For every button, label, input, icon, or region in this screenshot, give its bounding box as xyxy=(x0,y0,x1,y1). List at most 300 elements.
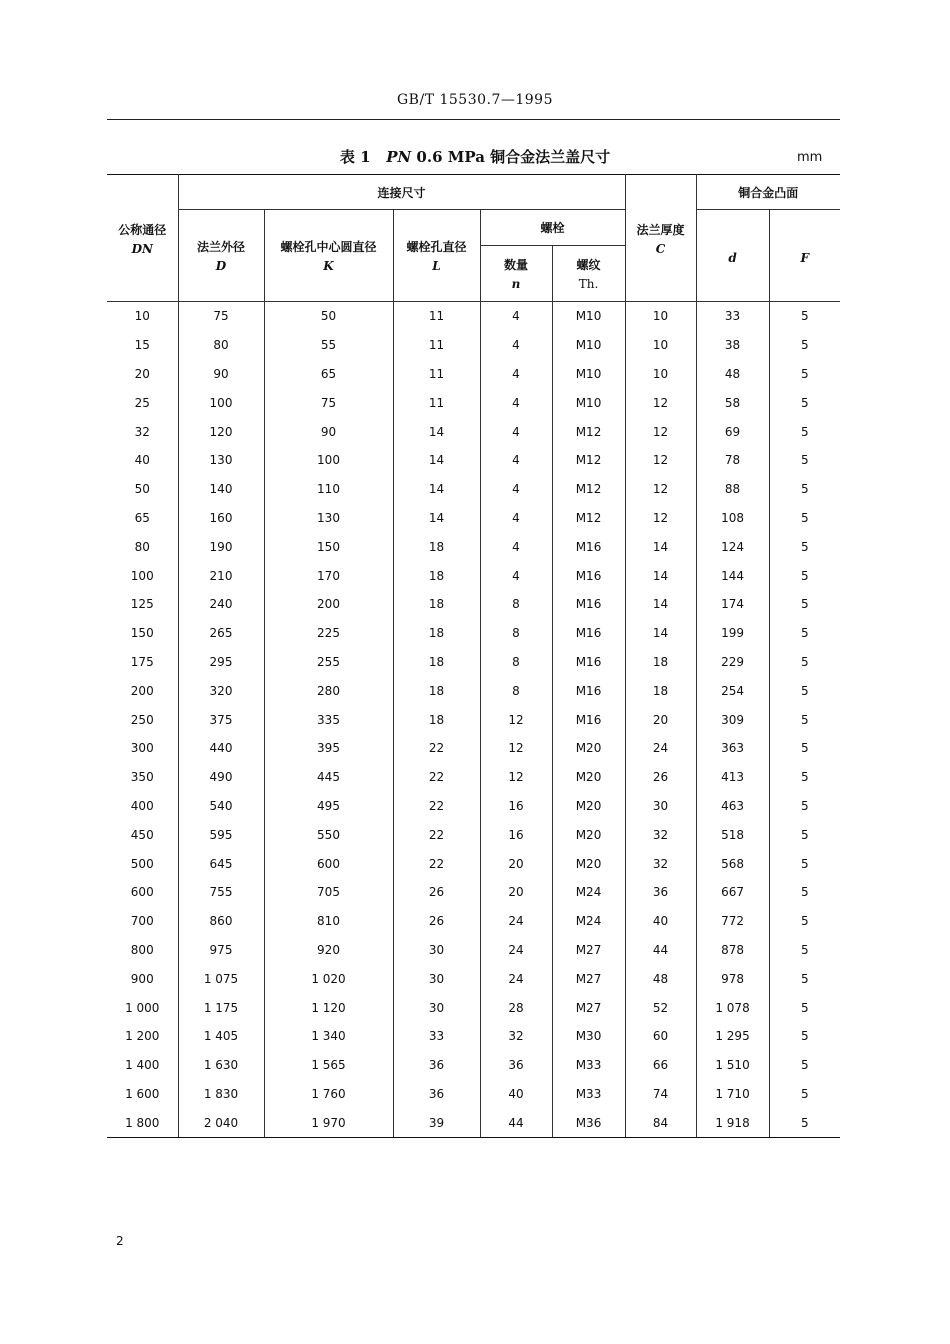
cell-k: 550 xyxy=(264,820,393,849)
caption-pn: PN xyxy=(386,148,412,166)
cell-d-outer: 645 xyxy=(178,849,264,878)
cell-k: 335 xyxy=(264,705,393,734)
table-row xyxy=(107,388,840,417)
cell-d: 1 918 xyxy=(696,1108,769,1137)
table-row xyxy=(107,964,840,993)
cell-k: 810 xyxy=(264,907,393,936)
header-l-symbol: L xyxy=(432,259,441,273)
cell-d: 174 xyxy=(696,590,769,619)
cell-l: 18 xyxy=(393,590,480,619)
cell-k: 1 760 xyxy=(264,1080,393,1109)
cell-th: M36 xyxy=(552,1108,625,1137)
cell-n: 16 xyxy=(480,792,552,821)
cell-c: 10 xyxy=(625,302,696,331)
table-row xyxy=(107,360,840,389)
table-row xyxy=(107,820,840,849)
cell-d: 78 xyxy=(696,446,769,475)
cell-f: 5 xyxy=(769,878,840,907)
cell-d: 309 xyxy=(696,705,769,734)
flange-cover-dimension-table xyxy=(107,174,840,1138)
cell-l: 18 xyxy=(393,705,480,734)
table-row xyxy=(107,417,840,446)
cell-c: 32 xyxy=(625,849,696,878)
cell-n: 44 xyxy=(480,1108,552,1137)
table-row xyxy=(107,302,840,331)
cell-c: 12 xyxy=(625,446,696,475)
cell-k: 1 020 xyxy=(264,964,393,993)
cell-k: 255 xyxy=(264,648,393,677)
cell-dn: 600 xyxy=(107,878,178,907)
cell-th: M10 xyxy=(552,331,625,360)
cell-l: 22 xyxy=(393,820,480,849)
header-th xyxy=(552,246,625,302)
cell-dn: 300 xyxy=(107,734,178,763)
cell-d-outer: 755 xyxy=(178,878,264,907)
cell-d: 667 xyxy=(696,878,769,907)
cell-n: 4 xyxy=(480,388,552,417)
cell-c: 10 xyxy=(625,331,696,360)
cell-n: 8 xyxy=(480,619,552,648)
cell-d-outer: 295 xyxy=(178,648,264,677)
cell-dn: 700 xyxy=(107,907,178,936)
cell-f: 5 xyxy=(769,993,840,1022)
cell-f: 5 xyxy=(769,792,840,821)
table-row xyxy=(107,1108,840,1137)
cell-f: 5 xyxy=(769,964,840,993)
cell-d-outer: 975 xyxy=(178,936,264,965)
cell-k: 920 xyxy=(264,936,393,965)
cell-f: 5 xyxy=(769,590,840,619)
cell-dn: 65 xyxy=(107,504,178,533)
cell-d: 88 xyxy=(696,475,769,504)
table-row xyxy=(107,1022,840,1051)
cell-dn: 900 xyxy=(107,964,178,993)
cell-l: 33 xyxy=(393,1022,480,1051)
cell-f: 5 xyxy=(769,417,840,446)
cell-c: 12 xyxy=(625,388,696,417)
cell-n: 4 xyxy=(480,504,552,533)
table-row xyxy=(107,504,840,533)
header-d-symbol: d xyxy=(728,250,737,265)
cell-l: 14 xyxy=(393,417,480,446)
cell-d-outer: 90 xyxy=(178,360,264,389)
cell-d-outer: 440 xyxy=(178,734,264,763)
header-k-label: 螺栓孔中心圆直径 xyxy=(280,240,377,254)
cell-th: M16 xyxy=(552,561,625,590)
cell-th: M12 xyxy=(552,446,625,475)
cell-f: 5 xyxy=(769,1051,840,1080)
cell-dn: 250 xyxy=(107,705,178,734)
cell-dn: 150 xyxy=(107,619,178,648)
cell-f: 5 xyxy=(769,936,840,965)
cell-d: 413 xyxy=(696,763,769,792)
cell-th: M16 xyxy=(552,705,625,734)
cell-k: 200 xyxy=(264,590,393,619)
cell-d-outer: 130 xyxy=(178,446,264,475)
cell-l: 30 xyxy=(393,993,480,1022)
cell-k: 50 xyxy=(264,302,393,331)
cell-l: 22 xyxy=(393,734,480,763)
cell-d-outer: 75 xyxy=(178,302,264,331)
cell-d: 38 xyxy=(696,331,769,360)
table-row xyxy=(107,561,840,590)
cell-d-outer: 860 xyxy=(178,907,264,936)
cell-d-outer: 375 xyxy=(178,705,264,734)
cell-l: 36 xyxy=(393,1080,480,1109)
cell-d: 463 xyxy=(696,792,769,821)
cell-k: 705 xyxy=(264,878,393,907)
cell-th: M20 xyxy=(552,763,625,792)
cell-k: 100 xyxy=(264,446,393,475)
cell-d: 108 xyxy=(696,504,769,533)
cell-d-outer: 120 xyxy=(178,417,264,446)
cell-dn: 200 xyxy=(107,676,178,705)
table-row xyxy=(107,705,840,734)
cell-d-outer: 2 040 xyxy=(178,1108,264,1137)
cell-th: M33 xyxy=(552,1051,625,1080)
cell-th: M16 xyxy=(552,619,625,648)
cell-l: 18 xyxy=(393,619,480,648)
cell-dn: 50 xyxy=(107,475,178,504)
table-row xyxy=(107,907,840,936)
cell-n: 4 xyxy=(480,561,552,590)
cell-l: 39 xyxy=(393,1108,480,1137)
table-row xyxy=(107,1051,840,1080)
cell-th: M12 xyxy=(552,417,625,446)
cell-th: M20 xyxy=(552,734,625,763)
cell-d: 1 295 xyxy=(696,1022,769,1051)
table-body xyxy=(107,302,840,1138)
cell-th: M16 xyxy=(552,590,625,619)
cell-k: 1 120 xyxy=(264,993,393,1022)
cell-c: 12 xyxy=(625,504,696,533)
table-row xyxy=(107,475,840,504)
cell-n: 4 xyxy=(480,331,552,360)
cell-c: 32 xyxy=(625,820,696,849)
cell-th: M10 xyxy=(552,388,625,417)
cell-n: 24 xyxy=(480,936,552,965)
cell-d: 254 xyxy=(696,676,769,705)
cell-l: 30 xyxy=(393,964,480,993)
cell-l: 18 xyxy=(393,648,480,677)
table-row xyxy=(107,734,840,763)
cell-th: M12 xyxy=(552,504,625,533)
header-d xyxy=(696,210,769,302)
header-face: 铜合金凸面 xyxy=(696,175,840,210)
cell-n: 4 xyxy=(480,360,552,389)
cell-f: 5 xyxy=(769,475,840,504)
cell-k: 170 xyxy=(264,561,393,590)
cell-dn: 500 xyxy=(107,849,178,878)
cell-d-outer: 240 xyxy=(178,590,264,619)
cell-f: 5 xyxy=(769,907,840,936)
header-th-label: 螺纹 xyxy=(576,258,601,272)
cell-f: 5 xyxy=(769,1022,840,1051)
cell-n: 36 xyxy=(480,1051,552,1080)
cell-dn: 32 xyxy=(107,417,178,446)
cell-n: 8 xyxy=(480,648,552,677)
cell-c: 60 xyxy=(625,1022,696,1051)
header-rule xyxy=(107,119,840,120)
cell-d: 772 xyxy=(696,907,769,936)
cell-d-outer: 100 xyxy=(178,388,264,417)
cell-c: 26 xyxy=(625,763,696,792)
cell-dn: 80 xyxy=(107,532,178,561)
cell-dn: 125 xyxy=(107,590,178,619)
table-row xyxy=(107,532,840,561)
cell-f: 5 xyxy=(769,734,840,763)
caption-title: 0.6 MPa 铜合金法兰盖尺寸 xyxy=(411,148,611,166)
cell-f: 5 xyxy=(769,446,840,475)
cell-c: 48 xyxy=(625,964,696,993)
cell-d-outer: 1 075 xyxy=(178,964,264,993)
cell-k: 280 xyxy=(264,676,393,705)
header-l xyxy=(393,210,480,302)
cell-th: M33 xyxy=(552,1080,625,1109)
cell-th: M27 xyxy=(552,936,625,965)
cell-f: 5 xyxy=(769,561,840,590)
cell-n: 28 xyxy=(480,993,552,1022)
cell-k: 65 xyxy=(264,360,393,389)
cell-n: 12 xyxy=(480,705,552,734)
table-row xyxy=(107,993,840,1022)
cell-c: 40 xyxy=(625,907,696,936)
cell-d: 144 xyxy=(696,561,769,590)
cell-f: 5 xyxy=(769,1108,840,1137)
cell-dn: 350 xyxy=(107,763,178,792)
cell-d: 48 xyxy=(696,360,769,389)
cell-d: 978 xyxy=(696,964,769,993)
cell-dn: 1 000 xyxy=(107,993,178,1022)
cell-k: 130 xyxy=(264,504,393,533)
cell-dn: 10 xyxy=(107,302,178,331)
cell-f: 5 xyxy=(769,820,840,849)
table-row xyxy=(107,648,840,677)
cell-n: 4 xyxy=(480,475,552,504)
cell-d: 124 xyxy=(696,532,769,561)
header-k-symbol: K xyxy=(323,259,334,273)
cell-dn: 40 xyxy=(107,446,178,475)
cell-d-outer: 1 175 xyxy=(178,993,264,1022)
cell-l: 14 xyxy=(393,504,480,533)
cell-th: M27 xyxy=(552,964,625,993)
cell-dn: 20 xyxy=(107,360,178,389)
cell-c: 10 xyxy=(625,360,696,389)
header-d-outer xyxy=(178,210,264,302)
header-d-outer-label: 法兰外径 xyxy=(196,240,245,254)
cell-l: 14 xyxy=(393,475,480,504)
cell-l: 11 xyxy=(393,360,480,389)
cell-n: 20 xyxy=(480,878,552,907)
header-n xyxy=(480,246,552,302)
cell-k: 225 xyxy=(264,619,393,648)
cell-k: 75 xyxy=(264,388,393,417)
cell-l: 22 xyxy=(393,763,480,792)
cell-th: M27 xyxy=(552,993,625,1022)
cell-l: 26 xyxy=(393,878,480,907)
table-row xyxy=(107,446,840,475)
table-row xyxy=(107,676,840,705)
cell-n: 20 xyxy=(480,849,552,878)
cell-f: 5 xyxy=(769,331,840,360)
caption-label: 表 1 xyxy=(339,148,371,166)
cell-d-outer: 540 xyxy=(178,792,264,821)
cell-dn: 175 xyxy=(107,648,178,677)
cell-d-outer: 1 630 xyxy=(178,1051,264,1080)
cell-n: 12 xyxy=(480,763,552,792)
cell-th: M10 xyxy=(552,360,625,389)
cell-f: 5 xyxy=(769,676,840,705)
cell-n: 24 xyxy=(480,907,552,936)
cell-c: 12 xyxy=(625,475,696,504)
cell-f: 5 xyxy=(769,388,840,417)
cell-l: 22 xyxy=(393,849,480,878)
table-row xyxy=(107,590,840,619)
header-c-symbol: C xyxy=(655,241,666,256)
cell-f: 5 xyxy=(769,1080,840,1109)
cell-d: 363 xyxy=(696,734,769,763)
cell-th: M16 xyxy=(552,532,625,561)
standard-header: GB/T 15530.7—1995 xyxy=(397,92,553,108)
cell-th: M12 xyxy=(552,475,625,504)
cell-c: 14 xyxy=(625,561,696,590)
cell-k: 150 xyxy=(264,532,393,561)
cell-f: 5 xyxy=(769,360,840,389)
cell-d: 229 xyxy=(696,648,769,677)
cell-d-outer: 1 830 xyxy=(178,1080,264,1109)
cell-l: 11 xyxy=(393,302,480,331)
table-row xyxy=(107,763,840,792)
cell-c: 18 xyxy=(625,676,696,705)
cell-l: 18 xyxy=(393,532,480,561)
header-bolt: 螺栓 xyxy=(480,210,625,246)
cell-f: 5 xyxy=(769,849,840,878)
cell-d-outer: 320 xyxy=(178,676,264,705)
cell-d-outer: 190 xyxy=(178,532,264,561)
cell-d-outer: 595 xyxy=(178,820,264,849)
cell-dn: 15 xyxy=(107,331,178,360)
table-row xyxy=(107,619,840,648)
cell-c: 18 xyxy=(625,648,696,677)
cell-th: M20 xyxy=(552,820,625,849)
cell-n: 40 xyxy=(480,1080,552,1109)
cell-c: 30 xyxy=(625,792,696,821)
cell-th: M24 xyxy=(552,878,625,907)
header-n-symbol: n xyxy=(511,277,521,291)
cell-c: 14 xyxy=(625,532,696,561)
cell-c: 74 xyxy=(625,1080,696,1109)
cell-d-outer: 490 xyxy=(178,763,264,792)
cell-d: 1 078 xyxy=(696,993,769,1022)
table-row xyxy=(107,878,840,907)
cell-th: M10 xyxy=(552,302,625,331)
cell-f: 5 xyxy=(769,705,840,734)
cell-l: 11 xyxy=(393,388,480,417)
header-c-label: 法兰厚度 xyxy=(636,222,685,237)
cell-k: 55 xyxy=(264,331,393,360)
cell-d-outer: 1 405 xyxy=(178,1022,264,1051)
cell-n: 16 xyxy=(480,820,552,849)
cell-f: 5 xyxy=(769,532,840,561)
cell-d-outer: 160 xyxy=(178,504,264,533)
cell-k: 1 970 xyxy=(264,1108,393,1137)
cell-d-outer: 210 xyxy=(178,561,264,590)
cell-l: 22 xyxy=(393,792,480,821)
cell-th: M16 xyxy=(552,676,625,705)
cell-l: 18 xyxy=(393,561,480,590)
header-th-symbol: Th. xyxy=(578,277,599,291)
cell-f: 5 xyxy=(769,619,840,648)
cell-d: 69 xyxy=(696,417,769,446)
header-c xyxy=(625,175,696,302)
cell-k: 1 565 xyxy=(264,1051,393,1080)
cell-n: 24 xyxy=(480,964,552,993)
cell-d-outer: 80 xyxy=(178,331,264,360)
cell-c: 52 xyxy=(625,993,696,1022)
header-connection: 连接尺寸 xyxy=(178,175,625,210)
cell-dn: 400 xyxy=(107,792,178,821)
cell-d: 568 xyxy=(696,849,769,878)
cell-n: 32 xyxy=(480,1022,552,1051)
table-row xyxy=(107,849,840,878)
header-l-label: 螺栓孔直径 xyxy=(406,240,467,254)
cell-dn: 1 400 xyxy=(107,1051,178,1080)
cell-l: 11 xyxy=(393,331,480,360)
cell-c: 36 xyxy=(625,878,696,907)
header-k xyxy=(264,210,393,302)
cell-c: 14 xyxy=(625,590,696,619)
cell-k: 110 xyxy=(264,475,393,504)
cell-d: 518 xyxy=(696,820,769,849)
cell-n: 8 xyxy=(480,676,552,705)
cell-dn: 1 200 xyxy=(107,1022,178,1051)
cell-d: 199 xyxy=(696,619,769,648)
header-f-symbol: F xyxy=(800,250,810,265)
unit-label: mm xyxy=(797,150,823,165)
header-n-label: 数量 xyxy=(503,258,528,272)
cell-f: 5 xyxy=(769,302,840,331)
table-row xyxy=(107,792,840,821)
cell-dn: 100 xyxy=(107,561,178,590)
cell-l: 36 xyxy=(393,1051,480,1080)
table-row xyxy=(107,1080,840,1109)
cell-c: 84 xyxy=(625,1108,696,1137)
cell-k: 1 340 xyxy=(264,1022,393,1051)
cell-c: 44 xyxy=(625,936,696,965)
cell-l: 30 xyxy=(393,936,480,965)
cell-n: 8 xyxy=(480,590,552,619)
cell-th: M24 xyxy=(552,907,625,936)
cell-k: 495 xyxy=(264,792,393,821)
cell-n: 4 xyxy=(480,302,552,331)
cell-c: 24 xyxy=(625,734,696,763)
cell-n: 4 xyxy=(480,446,552,475)
cell-d: 58 xyxy=(696,388,769,417)
cell-d: 878 xyxy=(696,936,769,965)
header-f xyxy=(769,210,840,302)
cell-d: 1 710 xyxy=(696,1080,769,1109)
cell-k: 90 xyxy=(264,417,393,446)
cell-d-outer: 140 xyxy=(178,475,264,504)
cell-th: M20 xyxy=(552,792,625,821)
cell-dn: 450 xyxy=(107,820,178,849)
page-number: 2 xyxy=(116,1234,124,1248)
cell-n: 4 xyxy=(480,532,552,561)
cell-th: M16 xyxy=(552,648,625,677)
cell-c: 12 xyxy=(625,417,696,446)
cell-d: 1 510 xyxy=(696,1051,769,1080)
cell-f: 5 xyxy=(769,648,840,677)
